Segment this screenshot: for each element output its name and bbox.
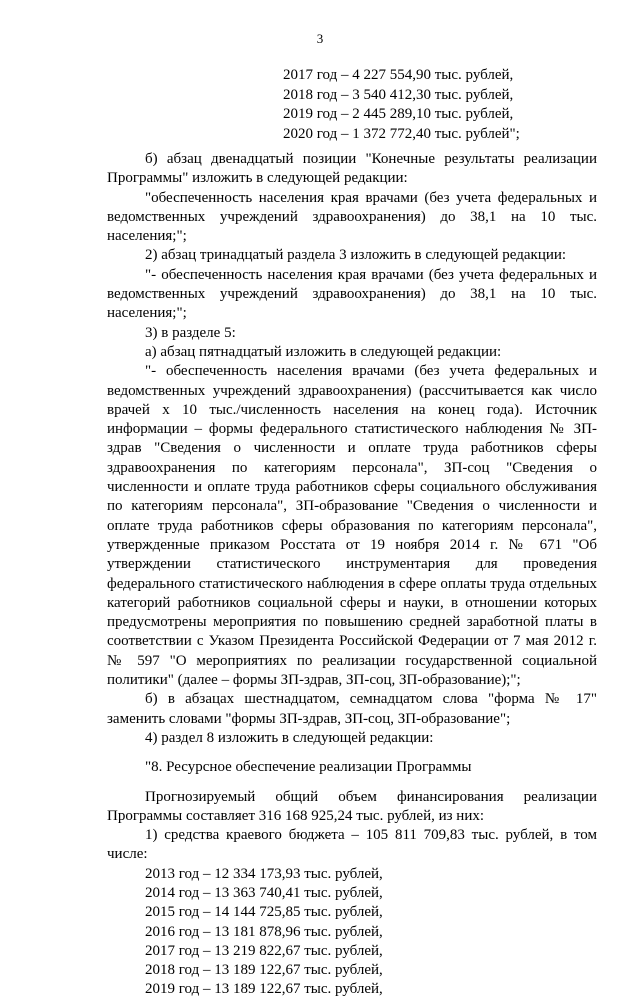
year-line: 2017 год – 4 227 554,90 тыс. рублей, [283,67,514,83]
paragraph: 1) средства краевого бюджета – 105 811 709,83 тыс. рублей, в том числе: [107,827,597,863]
paragraph: 3) в разделе 5: [145,324,236,341]
year-line: 2019 год – 13 189 122,67 тыс. рублей, [145,981,383,998]
year-line: 2018 год – 13 189 122,67 тыс. рублей, [145,962,383,979]
funding-years-continuation [283,66,583,144]
paragraph: 4) раздел 8 изложить в следующей редакции: [145,729,434,746]
paragraph: 2) абзац тринадцатый раздела 3 изложить в следующей редакции: [145,247,567,264]
paragraph: б) в абзацах шестнадцатом, семнадцатом слова "форма № 17" заменить словами "формы ЗП-здрав, ЗП-соц, ЗП-образование"; [107,691,597,727]
year-line: 2020 год – 1 372 772,40 тыс. рублей"; [283,125,520,142]
paragraph: а) абзац пятнадцатый изложить в следующей редакции: [145,343,502,360]
section-heading: "8. Ресурсное обеспечение реализации Программы [145,759,472,776]
paragraph: "обеспеченность населения края врачами (без учета федеральных и ведомственных учреждений здравоохранения) до 38,1 на 10 тыс. населения;"; [107,189,597,245]
year-line: 2016 год – 13 181 878,96 тыс. рублей, [145,923,383,940]
year-line: 2013 год – 12 334 173,93 тыс. рублей, [145,865,383,882]
document-body [107,150,597,1000]
year-line: 2019 год – 2 445 289,10 тыс. рублей, [283,106,514,122]
page-number: 3 [316,31,324,46]
paragraph: "- обеспеченность населения края врачами (без учета федеральных и ведомственных учреждений здравоохранения) до 38,1 на 10 тыс. населения;"; [107,266,597,322]
year-line: 2017 год – 13 219 822,67 тыс. рублей, [145,942,383,959]
paragraph: Прогнозируемый общий объем финансирования реализации Программы составляет 316 168 925,24 тыс. рублей, из них: [107,788,597,824]
year-line: 2015 год – 14 144 725,85 тыс. рублей, [145,904,383,921]
year-line: 2014 год – 13 363 740,41 тыс. рублей, [145,884,383,901]
paragraph: б) абзац двенадцатый позиции "Конечные результаты реализации Программы" изложить в следующей редакции: [107,151,597,187]
paragraph: "- обеспеченность населения врачами (без учета федеральных и ведомственных учреждений здравоохранения) (рассчитывается как число врачей х 10 тыс./численность населения на конец года). Источник информации – формы федерального статистического наблюдения № ЗП-здрав "Сведения о численности и оплате труда работников сферы здравоохранения по категориям персонала", ЗП-соц "Сведения о численности и оплате труда работников сферы социального обслуживания по категориям персонала", ЗП-образование "Сведения о численности и оплате труда работников сферы образования по категориям персонала", утвержденные приказом Росстата от 19 ноября 2014 г. № 671 "Об утверждении статистического инструментария для проведения федерального статистического наблюдения в сфере оплаты труда отдельных категорий работников социальной сферы и науки, в отношении которых предусмотрены мероприятия по повышению средней заработной платы в соответствии с Указом Президента Российской Федерации от 7 мая 2012 г. № 597 "О мероприятиях по реализации государственной социальной политики" (далее – формы ЗП-здрав, ЗП-соц, ЗП-образование);"; [107,363,597,689]
year-line: 2018 год – 3 540 412,30 тыс. рублей, [283,86,514,103]
